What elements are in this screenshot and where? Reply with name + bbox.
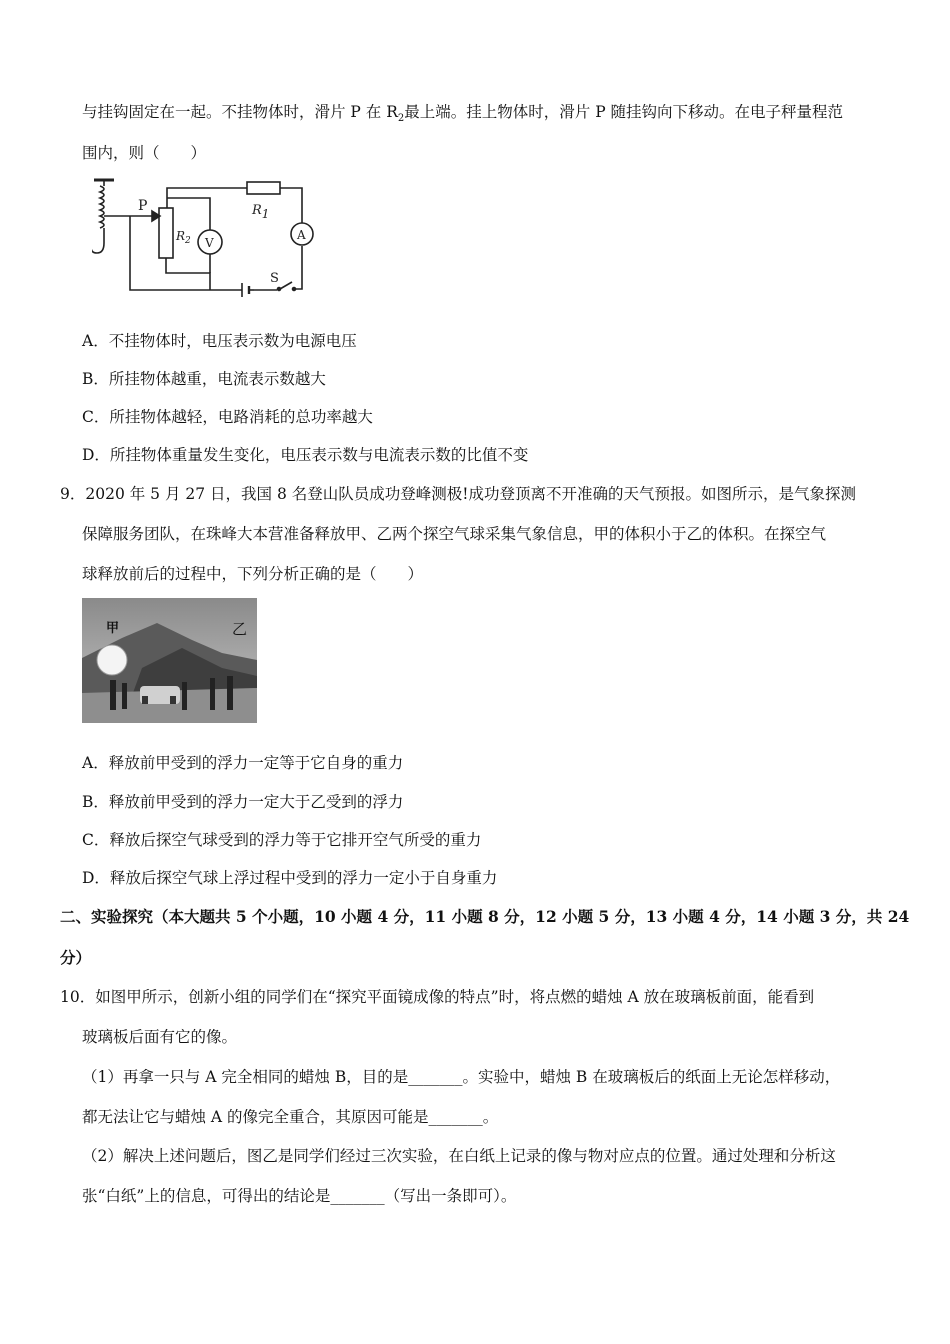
q9-label-jia: 甲 (106, 621, 120, 636)
q8-label-v: V (205, 236, 214, 250)
q9-stem-line-1: 9．2020 年 5 月 27 日，我国 8 名登山队员成功登峰测极!成功登顶离不开准确的天气预报。如图所示，是气象探测 (60, 485, 856, 503)
q8-stem-line-1 (82, 101, 843, 123)
q10-stem-line-1: 10．如图甲所示，创新小组的同学们在“探究平面镜成像的特点”时，将点燃的蜡烛 A 放在玻璃板前面，能看到 (60, 988, 815, 1006)
q8-label-p: P (138, 198, 148, 214)
q8-stem-subscript: 2 (397, 113, 405, 125)
q9-stem-line-3: 球释放前后的过程中，下列分析正确的是（ ） (82, 565, 424, 583)
q8-label-s: S (270, 271, 279, 286)
q10-sub1-line-2: 都无法让它与蜡烛 A 的像完全重合，其原因可能是_______。 (82, 1108, 499, 1126)
q9-option-d: D．释放后探空气球上浮过程中受到的浮力一定小于自身重力 (82, 869, 498, 887)
q9-label-yi: 乙 (232, 620, 248, 638)
section-2-heading-line-1: 二、实验探究（本大题共 5 个小题，10 小题 4 分，11 小题 8 分，12 小题 5 分，13 小题 4 分，14 小题 3 分，共 24 (60, 907, 910, 926)
q8-option-c: C．所挂物体越轻，电路消耗的总功率越大 (82, 408, 373, 426)
q8-label-a: A (297, 228, 306, 242)
section-2-heading-line-2: 分） (60, 948, 92, 967)
q8-label-r2-sub: 2 (185, 236, 191, 246)
q9-stem-line-2: 保障服务团队，在珠峰大本营准备释放甲、乙两个探空气球采集气象信息，甲的体积小于乙的体积。在探空气 (82, 525, 827, 543)
q8-stem-text-b: 最上端。挂上物体时，滑片 P 随挂钩向下移动。在电子秤量程范 (404, 103, 844, 121)
q9-balloon-photo (82, 598, 257, 723)
q8-circuit-figure (92, 178, 322, 308)
q8-option-b: B．所挂物体越重，电流表示数越大 (82, 370, 326, 388)
q9-option-b: B．释放前甲受到的浮力一定大于乙受到的浮力 (82, 793, 404, 811)
q9-option-a: A．释放前甲受到的浮力一定等于它自身的重力 (82, 754, 404, 772)
svg-text:R1 (251, 203, 269, 221)
q10-sub2-line-2: 张“白纸”上的信息，可得出的结论是_______（写出一条即可）。 (82, 1187, 517, 1205)
q10-stem-line-2: 玻璃板后面有它的像。 (82, 1028, 238, 1046)
q10-sub2-line-1: （2）解决上述问题后，图乙是同学们经过三次实验，在白纸上记录的像与物对应点的位置。通过处理和分析这 (82, 1147, 836, 1165)
q10-sub1-line-1: （1）再拿一只与 A 完全相同的蜡烛 B，目的是_______。实验中，蜡烛 B 在玻璃板后的纸面上无论怎样移动， (82, 1068, 841, 1086)
q8-stem-line-2: 围内，则（ ） (82, 144, 207, 162)
svg-text:R2 (175, 229, 191, 246)
q9-option-c: C．释放后探空气球受到的浮力等于它排开空气所受的重力 (82, 831, 482, 849)
q8-label-r2: R (176, 229, 186, 243)
q8-label-r1: R (252, 203, 262, 218)
q8-label-r1-sub: 1 (261, 207, 270, 221)
q8-option-a: A．不挂物体时，电压表示数为电源电压 (82, 332, 357, 350)
q8-option-d: D．所挂物体重量发生变化，电压表示数与电流表示数的比值不变 (82, 446, 529, 464)
q8-stem-text-a: 与挂钩固定在一起。不挂物体时，滑片 P 在 R (82, 103, 398, 121)
